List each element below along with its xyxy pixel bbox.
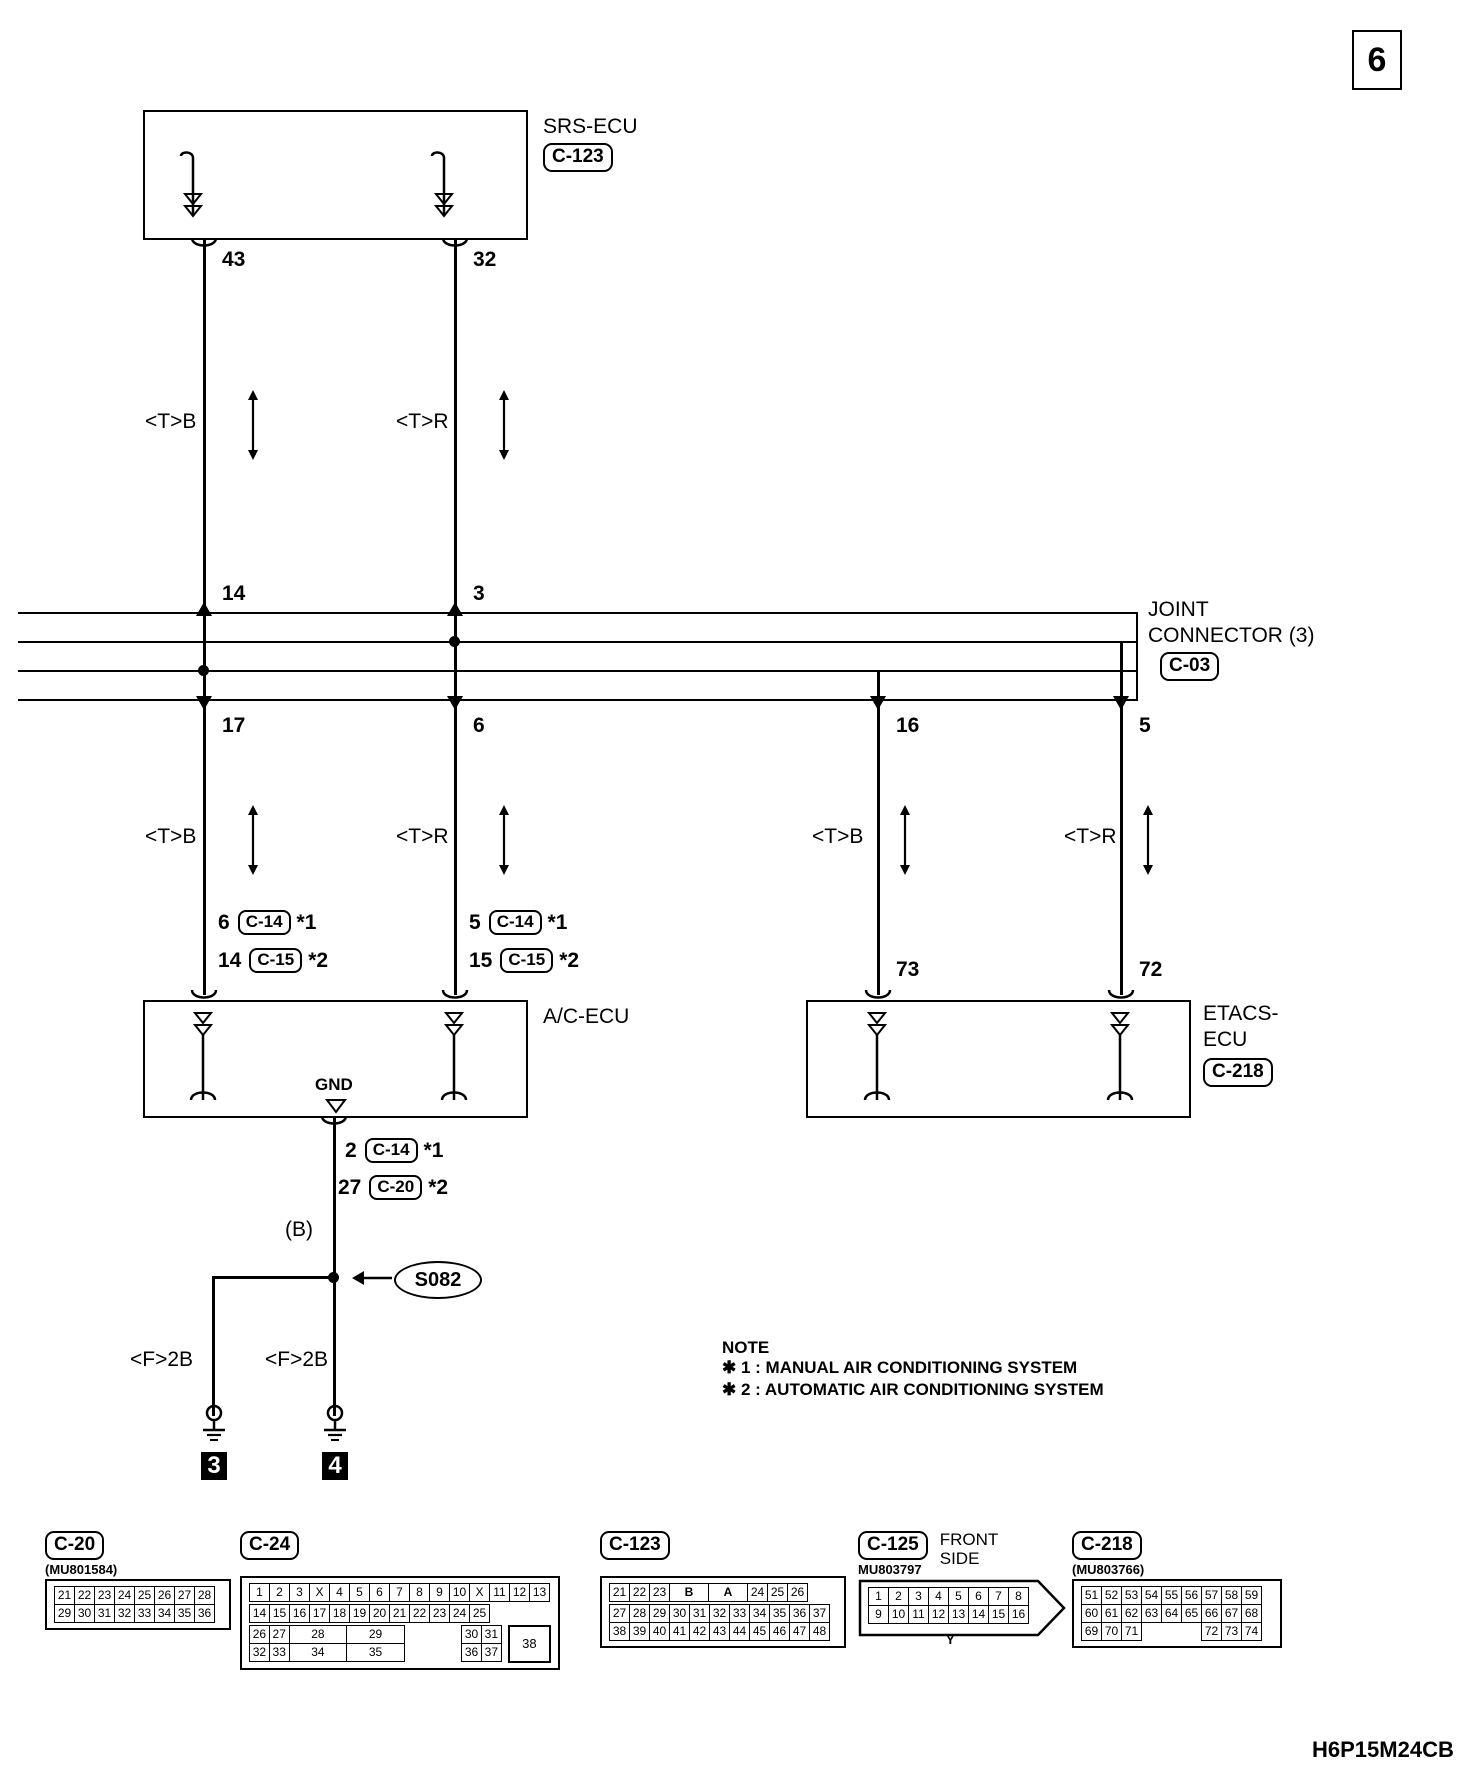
pin-cell: 22 <box>75 1587 95 1605</box>
junction-dot-left <box>198 665 209 676</box>
note-marker-gnd-1: *1 <box>423 1138 444 1162</box>
pin-cell: 36 <box>790 1604 810 1622</box>
ground-ref-right: 4 <box>322 1452 348 1480</box>
pin-cell: 42 <box>690 1622 710 1640</box>
pin-cell-gap <box>1162 1623 1182 1641</box>
connector-part-c125: MU803797 <box>858 1561 922 1577</box>
joint-bus-line-1 <box>18 612 1138 614</box>
pin-cell: 13 <box>530 1583 550 1601</box>
pin-cell: 29 <box>650 1604 670 1622</box>
pin-cell: 35 <box>347 1643 405 1661</box>
pin-cell: 68 <box>1242 1605 1262 1623</box>
connector-view-c24 <box>240 1531 560 1670</box>
srs-pin32-symbol <box>431 150 491 220</box>
pin-cell: 34 <box>155 1605 175 1623</box>
pin-cell: 46 <box>770 1622 790 1640</box>
pin-cell: 27 <box>269 1625 289 1643</box>
note-marker-ac-right-1: *1 <box>547 910 568 934</box>
pin-cell: 4 <box>330 1583 350 1601</box>
pin-cell: 5 <box>350 1583 370 1601</box>
direction-arrow-etacs-right <box>1138 805 1158 875</box>
pin-cell: 28 <box>289 1625 347 1643</box>
connector-id-c20-gnd: C-20 <box>369 1175 422 1200</box>
pin-cell: 3 <box>909 1588 929 1606</box>
pin-cell-blank: X <box>470 1583 490 1601</box>
pin-cell: 19 <box>350 1604 370 1622</box>
pin-cell: 29 <box>55 1605 75 1623</box>
joint-connector-label-2: CONNECTOR (3) <box>1148 624 1315 647</box>
pin-cell: 16 <box>1009 1606 1029 1624</box>
pin-cell: 52 <box>1102 1587 1122 1605</box>
table-row <box>55 1587 215 1605</box>
pin-cell: 2 <box>889 1588 909 1606</box>
pin-cell: 23 <box>95 1587 115 1605</box>
wire-code-ac-right: <T>R <box>396 825 449 848</box>
wire-srs-right <box>454 240 457 615</box>
pin-cell: 67 <box>1222 1605 1242 1623</box>
pin-cell: 12 <box>510 1583 530 1601</box>
pin-label-srs-32: 32 <box>473 248 497 271</box>
pin-cell: 36 <box>195 1605 215 1623</box>
pin-label-jc-3: 3 <box>473 582 485 605</box>
wire-code-ac-left: <T>B <box>145 825 197 848</box>
junction-dot-right <box>449 636 460 647</box>
pin-cell: 3 <box>290 1583 310 1601</box>
connector-id-label-c125: C-125 <box>858 1531 928 1560</box>
etacs-left-branch-h <box>700 670 880 672</box>
pin-cell: 31 <box>690 1604 710 1622</box>
note-marker-gnd-2: *2 <box>428 1175 449 1199</box>
pin-cell: 22 <box>630 1583 650 1601</box>
wire-code-gnd-left: <F>2B <box>130 1348 194 1371</box>
pin-table-c125 <box>868 1587 1029 1624</box>
gnd-conn-row-2 <box>338 1175 448 1200</box>
table-row <box>1082 1587 1262 1605</box>
pin-cell: 35 <box>770 1604 790 1622</box>
pin-table-c123-row2 <box>609 1604 830 1641</box>
direction-arrow-ac-right <box>494 805 514 875</box>
pin-cell: 2 <box>270 1583 290 1601</box>
note-marker-ac-left-1: *1 <box>296 910 317 934</box>
splice-label-s082: S082 <box>394 1261 482 1299</box>
connector-id-label-c24: C-24 <box>240 1531 299 1560</box>
pin-cell: 24 <box>450 1604 470 1622</box>
pin-cell: 72 <box>1202 1623 1222 1641</box>
connector-id-c15-left: C-15 <box>249 948 302 973</box>
pin-cell: 45 <box>750 1622 770 1640</box>
connector-view-c125 <box>858 1531 1068 1647</box>
pin-cell-gap <box>404 1643 461 1661</box>
table-row <box>250 1604 490 1622</box>
ac-ecu-label: A/C-ECU <box>543 1005 630 1028</box>
joint-bus-line-4 <box>18 699 1138 701</box>
pin-cell: 25 <box>470 1604 490 1622</box>
pin-cell: 57 <box>1202 1587 1222 1605</box>
pin-cell: 1 <box>869 1588 889 1606</box>
pin-cell: 34 <box>289 1643 347 1661</box>
wire-ac-left <box>203 700 206 995</box>
ground-symbol-right <box>321 1405 349 1445</box>
pin-cell: 64 <box>1162 1605 1182 1623</box>
pin-cell: 6 <box>370 1583 390 1601</box>
pin-cell-b: B <box>670 1583 709 1601</box>
pin-cell: 11 <box>490 1583 510 1601</box>
table-row <box>55 1605 215 1623</box>
connector-id-label-c20: C-20 <box>45 1531 104 1560</box>
note-marker-ac-right-2: *2 <box>559 948 580 972</box>
pin-cell: 26 <box>250 1625 270 1643</box>
wire-gnd <box>333 1118 336 1278</box>
pin-table-c123 <box>609 1583 808 1602</box>
pin-cell: 33 <box>135 1605 155 1623</box>
pin-cell: 7 <box>390 1583 410 1601</box>
gnd-branch-right-v <box>333 1276 336 1416</box>
pin-cell: 51 <box>1082 1587 1102 1605</box>
joint-connector-tag <box>1160 652 1219 681</box>
pin-cell: 74 <box>1242 1623 1262 1641</box>
table-row <box>869 1606 1029 1624</box>
pin-cell: 44 <box>730 1622 750 1640</box>
pin-table-c218 <box>1081 1586 1262 1641</box>
connector-id-c15-right: C-15 <box>500 948 553 973</box>
etacs-ecu-label-1: ETACS- <box>1203 1002 1279 1025</box>
pin-cell-gap <box>1182 1623 1202 1641</box>
splice-arrow-icon <box>352 1265 394 1291</box>
etacs-ecu-label-2: ECU <box>1203 1028 1248 1051</box>
pin-cell: 40 <box>650 1622 670 1640</box>
pin-cell: 5 <box>949 1588 969 1606</box>
etacs-pin72-symbol <box>1107 1005 1147 1110</box>
gnd-arrow-icon <box>325 1098 347 1114</box>
pin-cell: 9 <box>430 1583 450 1601</box>
pin-cell: 15 <box>989 1606 1009 1624</box>
pin-cell: 54 <box>1142 1587 1162 1605</box>
pin-label-jc-14: 14 <box>222 582 246 605</box>
pin-cell: 32 <box>710 1604 730 1622</box>
table-row <box>1082 1623 1262 1641</box>
pin-cell: 39 <box>630 1622 650 1640</box>
pin-gnd-a: 2 <box>345 1138 357 1162</box>
pin-cell: 8 <box>1009 1588 1029 1606</box>
pin-cell: 47 <box>790 1622 810 1640</box>
pin-cell-a: A <box>709 1583 748 1601</box>
pin-cell: 29 <box>347 1625 405 1643</box>
pin-cell: 38 <box>610 1622 630 1640</box>
pin-cell: 10 <box>889 1606 909 1624</box>
pin-table-c24-row1 <box>249 1583 550 1602</box>
pin-cell: 33 <box>269 1643 289 1661</box>
pin-cell: 33 <box>730 1604 750 1622</box>
direction-arrow-etacs-left <box>895 805 915 875</box>
pin-cell: 21 <box>610 1583 630 1601</box>
connector-view-c20 <box>45 1531 231 1630</box>
wire-srs-left <box>203 240 206 615</box>
table-row <box>250 1583 550 1601</box>
pin-label-etacs-73: 73 <box>896 958 920 981</box>
pin-cell: 37 <box>810 1604 830 1622</box>
ground-symbol-left <box>200 1405 228 1445</box>
pin-label-ac-17: 17 <box>222 714 246 737</box>
pin-cell: 11 <box>909 1606 929 1624</box>
pin-cell: 59 <box>1242 1587 1262 1605</box>
pin-cell: 58 <box>1222 1587 1242 1605</box>
pin-label-ac-6: 6 <box>473 714 485 737</box>
pin-cell: 41 <box>670 1622 690 1640</box>
connector-id-label-c123: C-123 <box>600 1531 670 1560</box>
pin-cell: 70 <box>1102 1623 1122 1641</box>
srs-ecu-label: SRS-ECU <box>543 115 638 138</box>
pin-cell: 6 <box>969 1588 989 1606</box>
pin-cell: 31 <box>95 1605 115 1623</box>
pin-cell: 27 <box>175 1587 195 1605</box>
pin-cell: 37 <box>481 1643 501 1661</box>
table-row <box>610 1604 830 1622</box>
pin-ac-left-b: 14 <box>218 948 242 972</box>
pin-cell: 62 <box>1122 1605 1142 1623</box>
connector-part-c218: (MU803766) <box>1072 1561 1145 1577</box>
pin-cell: 32 <box>115 1605 135 1623</box>
pin-cell: 27 <box>610 1604 630 1622</box>
wire-etacs-right <box>1120 700 1123 995</box>
table-row <box>869 1588 1029 1606</box>
ac-right-conn-row-2 <box>469 948 579 973</box>
connector-view-c123 <box>600 1531 846 1648</box>
pin-cell: 61 <box>1102 1605 1122 1623</box>
connector-id-c14-left: C-14 <box>238 910 291 935</box>
pin-cell: 69 <box>1082 1623 1102 1641</box>
pin-cell: 43 <box>710 1622 730 1640</box>
pin-cell: 12 <box>929 1606 949 1624</box>
pin-cell: 30 <box>462 1625 482 1643</box>
pin-cell: 14 <box>969 1606 989 1624</box>
pin-cell: 16 <box>290 1604 310 1622</box>
ac-pin17-symbol <box>190 1005 230 1110</box>
etacs-ecu-connector-tag <box>1203 1058 1273 1087</box>
pin-table-c24-row3 <box>249 1625 502 1662</box>
pin-label-etacs-5: 5 <box>1139 714 1151 737</box>
note-marker-ac-left-2: *2 <box>308 948 329 972</box>
pin-cell: 28 <box>630 1604 650 1622</box>
table-row <box>1082 1605 1262 1623</box>
ground-ref-left: 3 <box>201 1452 227 1480</box>
wire-cap-left <box>190 236 220 252</box>
wire-code-srs-right: <T>R <box>396 410 449 433</box>
connector-id-c03: C-03 <box>1160 652 1219 681</box>
wire-etacs-left <box>877 700 880 995</box>
connector-view-c218 <box>1072 1531 1282 1648</box>
note-line-2: ✱ 2 : AUTOMATIC AIR CONDITIONING SYSTEM <box>722 1380 1104 1399</box>
pin-label-etacs-16: 16 <box>896 714 920 737</box>
srs-ecu-connector-tag <box>543 143 613 172</box>
connector-id-c218: C-218 <box>1203 1058 1273 1087</box>
joint-bus-line-2 <box>18 641 1138 643</box>
joint-connector-label-1: JOINT <box>1148 598 1209 621</box>
pin-cell: 71 <box>1122 1623 1142 1641</box>
wire-cap-gnd <box>320 1114 350 1130</box>
c125-side-label-1: FRONT <box>939 1530 999 1549</box>
note-title: NOTE <box>722 1338 770 1357</box>
pin-cell: 28 <box>195 1587 215 1605</box>
pin-cell: 22 <box>410 1604 430 1622</box>
page-number: 6 <box>1352 30 1402 90</box>
ac-right-conn-row-1 <box>469 910 567 935</box>
c125-marker: Y <box>946 1632 955 1648</box>
wire-code-etacs-right: <T>R <box>1064 825 1117 848</box>
pin-cell: 17 <box>310 1604 330 1622</box>
direction-arrow-left <box>243 390 263 460</box>
pin-cell-gap <box>404 1625 461 1643</box>
pin-cell: 25 <box>135 1587 155 1605</box>
pin-cell-blank: X <box>310 1583 330 1601</box>
pin-cell: 23 <box>430 1604 450 1622</box>
pin-cell: 53 <box>1122 1587 1142 1605</box>
pin-label-srs-43: 43 <box>222 248 246 271</box>
joint-bus-line-3 <box>18 670 1138 672</box>
pin-cell: 7 <box>989 1588 1009 1606</box>
table-row <box>610 1583 808 1601</box>
joint-bus-right-edge <box>1136 612 1138 700</box>
note-line-1: ✱ 1 : MANUAL AIR CONDITIONING SYSTEM <box>722 1358 1078 1377</box>
pin-cell: 63 <box>1142 1605 1162 1623</box>
pin-cell: 10 <box>450 1583 470 1601</box>
pin-ac-left-a: 6 <box>218 910 230 934</box>
pin-cell: 32 <box>250 1643 270 1661</box>
pin-cell-gap <box>1142 1623 1162 1641</box>
pin-cell: 15 <box>270 1604 290 1622</box>
table-row <box>250 1625 502 1643</box>
connector-id-c123: C-123 <box>543 143 613 172</box>
pin-table-c24-row2 <box>249 1604 490 1623</box>
pin-label-etacs-72: 72 <box>1139 958 1163 981</box>
connector-part-c20: (MU801584) <box>45 1561 118 1577</box>
pin-cell: 21 <box>55 1587 75 1605</box>
pin-cell: 31 <box>481 1625 501 1643</box>
connector-id-c14-gnd: C-14 <box>365 1138 418 1163</box>
pin-cell: 24 <box>748 1583 768 1601</box>
pin-cell: 8 <box>410 1583 430 1601</box>
pin-cell: 1 <box>250 1583 270 1601</box>
pin-cell: 20 <box>370 1604 390 1622</box>
pin-cell: 23 <box>650 1583 670 1601</box>
pin-table-c20 <box>54 1586 215 1623</box>
pin-cell: 14 <box>250 1604 270 1622</box>
pin-cell: 21 <box>390 1604 410 1622</box>
pin-cell: 13 <box>949 1606 969 1624</box>
srs-pin43-symbol <box>180 150 240 220</box>
pin-cell-38: 38 <box>508 1625 551 1663</box>
pin-cell: 4 <box>929 1588 949 1606</box>
wire-code-srs-left: <T>B <box>145 410 197 433</box>
pin-cell: 30 <box>670 1604 690 1622</box>
c125-side-label-2: SIDE <box>939 1548 980 1568</box>
connector-id-c14-right: C-14 <box>489 910 542 935</box>
etacs-pin73-symbol <box>864 1005 904 1110</box>
pin-cell: 35 <box>175 1605 195 1623</box>
pin-cell: 18 <box>330 1604 350 1622</box>
ac-left-conn-row-1 <box>218 910 316 935</box>
pin-ac-right-a: 5 <box>469 910 481 934</box>
wire-code-etacs-left: <T>B <box>812 825 864 848</box>
pin-cell: 26 <box>788 1583 808 1601</box>
gnd-branch-left-v <box>212 1276 215 1416</box>
pin-cell: 36 <box>462 1643 482 1661</box>
pin-cell: 25 <box>768 1583 788 1601</box>
pin-cell: 30 <box>75 1605 95 1623</box>
pin-cell: 73 <box>1222 1623 1242 1641</box>
pin-cell: 9 <box>869 1606 889 1624</box>
wire-color-gnd: (B) <box>285 1218 313 1241</box>
pin-ac-right-b: 15 <box>469 948 493 972</box>
gnd-branch-h <box>212 1276 337 1279</box>
wire-cap-right <box>441 236 471 252</box>
table-row <box>610 1622 830 1640</box>
pin-cell: 66 <box>1202 1605 1222 1623</box>
connector-id-label-c218: C-218 <box>1072 1531 1142 1560</box>
pin-cell: 65 <box>1182 1605 1202 1623</box>
direction-arrow-right <box>494 390 514 460</box>
ac-gnd-label: GND <box>315 1075 353 1094</box>
pin-cell: 48 <box>810 1622 830 1640</box>
gnd-conn-row-1 <box>345 1138 443 1163</box>
drawing-code: H6P15M24CB <box>1312 1737 1454 1762</box>
pin-cell: 26 <box>155 1587 175 1605</box>
pin-cell: 55 <box>1162 1587 1182 1605</box>
ac-pin6-symbol <box>441 1005 481 1110</box>
direction-arrow-ac-left <box>243 805 263 875</box>
pin-cell: 60 <box>1082 1605 1102 1623</box>
wire-ac-right <box>454 700 457 995</box>
table-row <box>250 1643 502 1661</box>
ac-left-conn-row-2 <box>218 948 328 973</box>
pin-cell: 56 <box>1182 1587 1202 1605</box>
pin-gnd-b: 27 <box>338 1175 362 1199</box>
wire-code-gnd-right: <F>2B <box>265 1348 329 1371</box>
pin-cell: 34 <box>750 1604 770 1622</box>
pin-cell: 24 <box>115 1587 135 1605</box>
